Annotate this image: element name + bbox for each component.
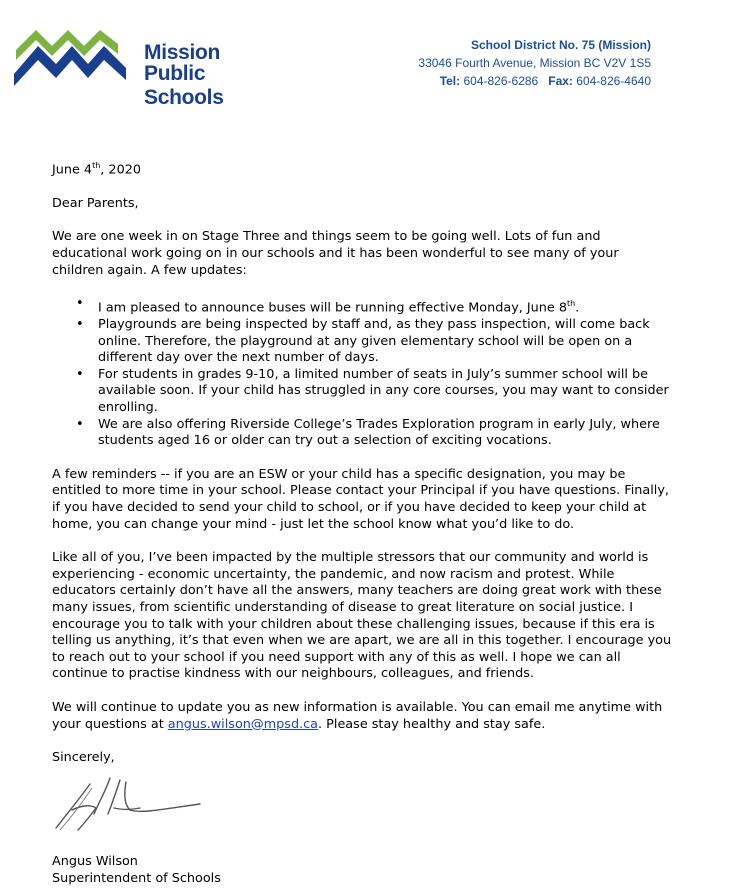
- signatory-name: Angus Wilson: [52, 854, 138, 869]
- updates-list: [52, 296, 672, 450]
- letter-date: June 4th, 2020: [52, 161, 141, 178]
- fax-label: Fax:: [548, 74, 573, 88]
- district-logo: [14, 24, 284, 109]
- email-link[interactable]: angus.wilson@mpsd.ca: [167, 716, 319, 732]
- signatory-block: [52, 854, 221, 887]
- signoff: Sincerely,: [52, 750, 115, 766]
- letter-body: [52, 158, 672, 767]
- list-item: • Playgrounds are being inspected by staff and, as they pass inspection, will come back online. Therefore, the playground at any given elementary school will be open on a different day over the next number of days.: [98, 317, 672, 367]
- handwritten-signature-icon: [50, 770, 210, 840]
- reminders-paragraph: A few reminders -- if you are an ESW or your child has a specific designation, you may be entitled to more time in your school. Please contact your Principal if you have questions. Finally, if you have decided to send your child to school, or if you have decided to keep your child at home, you can change your mind - just let the school know what you’d like to do.: [52, 466, 669, 532]
- list-item: • I am pleased to announce buses will be running effective Monday, June 8th.: [98, 296, 672, 317]
- tel-label: Tel:: [439, 74, 461, 88]
- contact-line: [418, 72, 651, 90]
- salutation: Dear Parents,: [52, 195, 139, 211]
- street-address: 33046 Fourth Avenue, Mission BC V2V 1S5: [418, 56, 651, 70]
- intro-paragraph: We are one week in on Stage Three and things seem to be going well. Lots of fun and educational work going on in our schools and it has been wonderful to see many of your children again. A few updates:: [52, 229, 619, 278]
- stressors-paragraph: Like all of you, I’ve been impacted by the multiple stressors that our community and world is experiencing - economic uncertainty, the pandemic, and now racism and protest. While educators certainly don’t have all the answers, many teachers are doing great work with these many issues, from scientific understanding of disease to great literature on social justice. I encourage you to talk with your children about these challenging issues, because if this era is telling us anything, it’s that even when we are apart, we are all in this together. I encourage you to reach out to your school if you need support with any of this as well. I hope we can all continue to practise kindness with our neighbours, colleagues, and friends.: [52, 550, 672, 682]
- mountain-logo-icon: [14, 24, 138, 86]
- list-item: • For students in grades 9-10, a limited number of seats in July’s summer school will be available soon. If your child has struggled in any core courses, you may want to consider enrolling.: [98, 367, 672, 417]
- district-name: School District No. 75 (Mission): [470, 38, 651, 52]
- signature-image: [50, 770, 210, 840]
- letterhead-address: [418, 36, 651, 90]
- logo-text-public-schools: Public Schools: [144, 62, 224, 109]
- tel-value: 604-826-6286: [463, 74, 539, 88]
- closing-paragraph: We will continue to update you as new information is available. You can email me anytime with your questions at angus.wilson@mpsd.ca. Please stay healthy and stay safe.: [52, 699, 663, 732]
- logo-text-mission: Mission: [144, 41, 221, 64]
- signatory-title: Superintendent of Schools: [52, 870, 221, 886]
- list-item: • We are also offering Riverside College’s Trades Exploration program in early July, where students aged 16 or older can try out a selection of exciting vocations.: [98, 417, 672, 450]
- fax-value: 604-826-4640: [576, 74, 651, 88]
